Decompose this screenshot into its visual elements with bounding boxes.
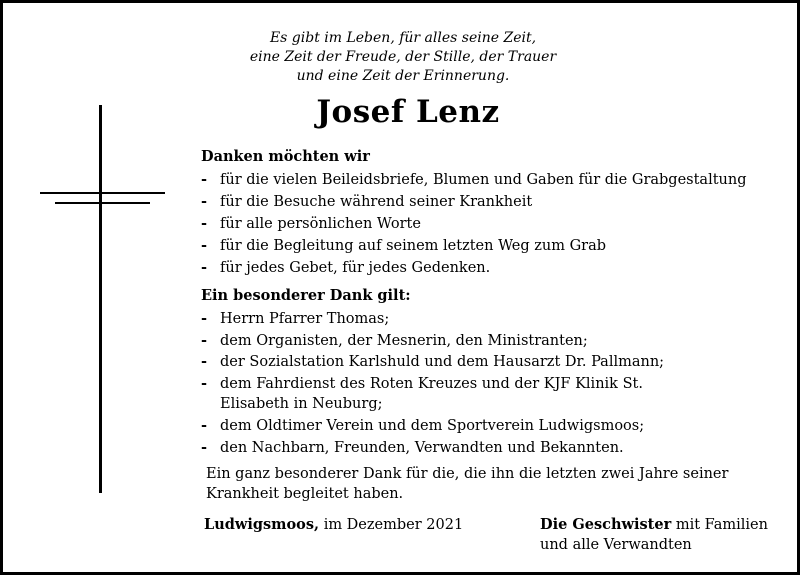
family-rest: mit Familien [675,517,768,533]
list-item [201,374,791,414]
list-item [201,416,791,436]
quote-line-1: Es gibt im Leben, für alles seine Zeit, [269,30,537,46]
deceased-name: Josef Lenz [316,94,500,130]
signature-block [540,515,768,555]
dash: - [201,215,208,232]
list-item-text: für die Besuche während seiner Krankheit [220,194,533,210]
dash: - [201,310,208,327]
list-item [201,258,791,278]
list-item-text: für alle persönlichen Worte [220,216,421,232]
list-item-text: dem Oldtimer Verein und dem Sportverein Ludwigsmoos; [220,418,645,434]
closing-line-2: Krankheit begleitet haben. [206,486,404,502]
list-item-text: für die vielen Beileidsbriefe, Blumen und Gaben für die Grabgestaltung [220,172,747,188]
list-item [201,438,791,458]
dash: - [201,259,208,276]
list-item-text: dem Fahrdienst des Roten Kreuzes und der KJF Klinik St. [220,376,643,392]
place-date [204,515,463,535]
list-item [201,331,791,351]
thanks-heading: Danken möchten wir [201,148,370,165]
cross-upper-bar [40,192,165,194]
cross-vertical-bar [99,105,102,493]
dash: - [201,332,208,349]
special-thanks-heading: Ein besonderer Dank gilt: [201,287,411,304]
list-item-text: der Sozialstation Karlshuld und dem Hausarzt Dr. Pallmann; [220,354,665,370]
dash: - [201,171,208,188]
list-item-text: den Nachbarn, Freunden, Verwandten und Bekannten. [220,440,624,456]
date: im Dezember 2021 [323,517,464,533]
dash: - [201,417,208,434]
list-item [201,352,791,372]
list-item-text-continued: Elisabeth in Neuburg; [220,396,383,412]
family-name: Die Geschwister [540,516,672,533]
list-item-text: für die Begleitung auf seinem letzten Weg zum Grab [220,238,607,254]
dash: - [201,237,208,254]
dash: - [201,375,208,392]
quote-line-2: eine Zeit der Freude, der Stille, der Trauer [249,49,557,65]
list-item [201,214,791,234]
signature-line-1 [540,515,768,535]
dash: - [201,439,208,456]
place: Ludwigsmoos, [204,516,320,533]
list-item [201,236,791,256]
list-item-text: Herrn Pfarrer Thomas; [220,311,390,327]
closing-paragraph [206,464,776,504]
signature-line-2: und alle Verwandten [540,537,692,553]
list-item [201,309,791,329]
cross-lower-bar [55,202,150,204]
dash: - [201,353,208,370]
list-item [201,192,791,212]
list-item [201,170,791,190]
list-item-text: für jedes Gebet, für jedes Gedenken. [220,260,491,276]
quote-line-3: und eine Zeit der Erinnerung. [296,68,510,84]
list-item-text: dem Organisten, der Mesnerin, den Ministranten; [220,333,588,349]
closing-line-1: Ein ganz besonderer Dank für die, die ihn die letzten zwei Jahre seiner [206,466,729,482]
dash: - [201,193,208,210]
